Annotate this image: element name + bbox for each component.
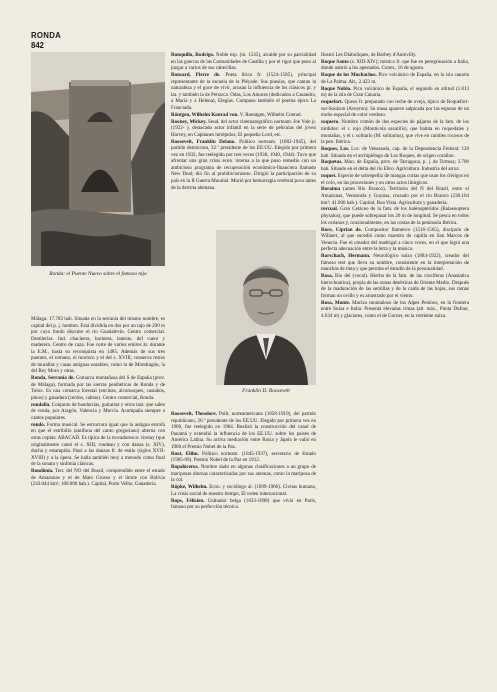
entry-headword: Roques, Los. [321, 146, 350, 152]
dictionary-entry [321, 173, 469, 186]
entry-headword: rondó. [31, 421, 46, 428]
bridge-caption: Ronda: el Puente Nuevo sobre el famoso tajo [49, 271, 147, 277]
dictionary-entry [321, 59, 469, 72]
entry-headword: Roosevelt, Franklin Delano. [171, 138, 236, 145]
entry-headword: Roraima [321, 186, 341, 193]
dictionary-entry [171, 52, 316, 72]
entry-headword: Roosevelt, Theodore. [171, 411, 217, 417]
entry-text: Macizo montañoso de los Alpes Peninos, en la frontera entre Suiza e Italia. Presenta elevadas cimas (alt. máx., Punta Dufour, 4.634 m) y glaciares, como el de Gorner, en la vertiente suiza. [321, 299, 469, 319]
dictionary-entry [321, 72, 469, 85]
entry-text: Loc. de Venezuela, cap. de la Dependencia Federal; 120 hab. Situada en el archipiélago de Los Roques, de origen coralino. [321, 146, 469, 159]
column-left [31, 316, 165, 671]
entry-text: Noble esp. (m. 1545), alcalde por su parcialidad en las guerras de las Comunidades de Castilla y por el rigor que puso al juzgar a varios de sus cabecillas. [171, 52, 316, 72]
dictionary-entry [321, 273, 469, 299]
ronda-bridge-photo [31, 52, 165, 266]
dictionary-entry [321, 227, 469, 253]
dictionary-entry [171, 119, 316, 139]
entry-text: Mun. de España, prov. de Tarragona, p. j. de Tortosa; 3.706 hab. Situado en el delta del río Ebro. Agricultura. Industria del arroz. [321, 159, 469, 173]
entry-headword: Röpke, Wilhelm. [171, 484, 208, 491]
column-middle-top [171, 52, 316, 227]
entry-text: Conjunto de bandurrias, guitarras y otros inst. que salen de ronda, por Aragón, Valencia y Murcia. Acompaña siempre a cantos populares. [31, 401, 165, 421]
entry-text: Econ. y sociólogo al. (1899-1966). Civitas humana, La crisis social de nuestro tiempo, El orden internacional. [171, 484, 316, 497]
entry-text: Político norteam. (1882-1945), del partido demócrata, 32.º presidente de los EE.UU. Elegido por primera vez en 1932, fue reelegido por tres veces (1936, 1940, 1944). Tuvo que afrontar una gran crisis econ. interna a la que puso remedio con un ambicioso programa de recuperación económico-financiera llamado New Deal; dio fin al prohibicionismo. Dirigió la participación de su país en la II Guerra Mundial. Murió por hemorragia cerebral poco antes de la derrota alemana. [171, 138, 316, 191]
entry-text: Especie de sobrepelliz de mangas cortas que usan los clérigos en el coro, en las procesiones y en otros actos litúrgicos. [321, 172, 469, 186]
dictionary-entry [321, 99, 469, 119]
dictionary-entry [321, 146, 469, 159]
dictionary-entry [31, 316, 165, 375]
dictionary-entry [321, 86, 469, 99]
dictionary-entry [321, 300, 469, 320]
entry-headword: roquero. [321, 119, 340, 126]
dictionary-entry [31, 468, 165, 488]
entry-text: Ilustró Les Diaboliques, de Barbey d'Aurevilly. [321, 52, 417, 58]
entry-headword: Rorschach, Hermann. [321, 253, 371, 260]
entry-headword: Ronquillo, Rodrigo. [171, 52, 215, 58]
entry-headword: roquet. [321, 172, 337, 179]
entry-text: Málaga: 17.703 hab. Situada en la serranía del mismo nombre, es capital del p. j. hombm. Está dividida en dos por un tajo de 200 m por cuyo fondo discurre el río Guadalevín. Centro comercial. Destilerías. Ind. chacinera, harinera, laneras, del cuero y maderera. Centro de caza. Fue corte de varios emires ár. durante la E.M., hasta su reconquista en 1485. Además de sus tres puentes, el romano, el morisco y el del s. XVIII, conserva restos de murallas y casas antiguas notables, como la de Mondragón, la del Rey Moro y otras. [31, 316, 165, 375]
dictionary-entry [321, 186, 469, 206]
entry-text: Grabador belga (1833-1898) que vivió en París, famoso por su perfección técnica. [171, 497, 316, 511]
entry-text: Gran Cetáceo de la fam. de los balenoptéridos (Balaenoptera physalus), que puede sobrepasar los 20 m de longitud. Se pesca en todos los océanos y, ocasionalmente, en las costas de la península Ibérica. [321, 206, 469, 226]
entry-headword: Rosa, [321, 273, 333, 280]
dictionary-entry [321, 206, 469, 226]
entry-text: Queso fr. preparado con leche de oveja, típico de Roquefort-sur-Soulzon (Aveyron). Su masa aparece salpicada por las esporas de un moho especial de color verdoso. [321, 99, 469, 119]
entry-headword: Roque Santo [321, 58, 349, 65]
column-middle-bottom [171, 411, 316, 671]
entry-text: Forma musical. Se estructura igual que la antigua estrofa en que el estribillo (antífona del canto gregoriano) alterna con otras coplas: ABACAD. Es típica de la trovadoresca: virelay (que originalmente cantó el s. XIII, rondeau y con danza (s. XIV), ducha y estampida. Pasó a las danzas fr. de estilo (siglos XVII-XVIII) y a la ópera. Se halla también muy a menudo como final de la sonata y sinfonía clásicas. [31, 421, 165, 468]
entry-headword: Roquetas. [321, 159, 343, 166]
dictionary-entry [31, 375, 165, 401]
entry-text: Polít. norteamericano (1858-1919), del partido republicano, 26.º presidente de los EE.UU. Elegido por primera vez en 1900, fue reelegido en 1904. Realizó la construcción del canal de Panamá y extendió la influencia de los EE.UU. sobre los países de América Latina. Su activa mediación entre Rusia y Japón le valió en 1906 el Premio Nobel de la Paz. [171, 411, 316, 450]
dictionary-entry [31, 422, 165, 468]
entry-text: Neurológico suizo (1884-1922), creador del famoso test que lleva su nombre, consistente en la interpretación de manchas de tinta y que permite el estudio de la personalidad. [321, 253, 469, 273]
dictionary-entry [31, 402, 165, 422]
running-head-word: RONDA [31, 31, 62, 40]
entry-headword: Roque de los Muchachos. [321, 72, 377, 79]
entry-headword: Ronda, Serranía de. [31, 375, 75, 382]
entry-text: Compositor flamenco (1516-1565), discípulo de Willaert, al que sucedió como maestro de capilla en San Marcos de Venecia. Fue el creador del madrigal a cinco voces, en el que logró una perfecta adecuación entre la letra y la música. [321, 226, 469, 253]
dictionary-entry [321, 253, 469, 273]
column-right [321, 52, 469, 671]
entry-text: Seud. del actor cinematográfico norteam. Joe Yule jr. (1922- ), destacado actor infantil en la serie de películas del joven Harvey, en Capitanes intrépidos, El pequeño Lord, etc. [171, 118, 316, 138]
dictionary-entry [171, 464, 316, 484]
dictionary-entry [171, 451, 316, 464]
entry-headword: Ronsard, Pierre de. [171, 72, 221, 79]
entry-text: Pico volcánico de España, en la isla canaria de La Palma. Alt., 2.423 m. [321, 72, 469, 85]
entry-headword: Röntgen, Wilhelm Konrad von. [171, 111, 239, 118]
entry-text: Político norteam. (1845-1937), secretario de Estado (1905-09). Premio Nobel de la Paz en 1912. [171, 450, 316, 464]
dictionary-entry [321, 52, 469, 59]
entry-text: V. Roentgen, Wilhelm Conrad. [238, 111, 302, 118]
entry-headword: rondalla. [31, 401, 51, 408]
entry-text: Comarca montañosa del S de España (prov. de Málaga), formada por las sierras penibéticas de Ronda y de Tolox. Es una comarca forestal (encinas, alcornoques, castaños, pinos) y ganadera (cerdos, cabras). Centro comercial, Ronda. [31, 375, 165, 401]
entry-headword: Rooney, Mickey. [171, 118, 207, 125]
entry-headword: Rore, Ciprian de. [321, 226, 362, 233]
dictionary-entry [171, 139, 316, 191]
entry-headword: roquefort. [321, 99, 343, 106]
dictionary-entry [171, 498, 316, 511]
entry-text: Río del (vocal). Hierba de la fam. de las crucíferas (Anastatica hierochuntica), propia de las zonas desérticas de Oriente Medio. Después de la maduración de las semillas y de la caída de las hojas, sus ramas forman un ovillo y es arrastrado por el viento. [321, 273, 469, 299]
entry-headword: Rops, Félicien. [171, 497, 205, 504]
entry-headword: Rosa, Monte. [321, 299, 351, 306]
entry-headword: Ropalóceros. [171, 464, 199, 471]
entry-text: Nombre común de dos especies de pájaros de la fam. de los túrdidos: el r. rojo (Monticola saxatilis), que habita en roquedales y montañas, y el r. solitario (M. solitarius), que vive en cantiles rocosos de la pen. Ibérica. [321, 119, 469, 146]
entry-text: Pico volcánico de España, el segundo en altitud (1.813 m) de la isla de Gran Canaria. [321, 85, 469, 99]
dictionary-entry [321, 159, 469, 172]
entry-headword: Rondônia. [31, 468, 54, 475]
entry-text: Nombre dado en algunas clasificaciones a un grupo de mariposas diurnas caracterizadas por sus antenas, como la mariposa de la col. [171, 464, 316, 484]
portrait-caption: Franklin D. Roosevelt [242, 388, 290, 394]
page-number: 842 [31, 41, 45, 50]
entry-headword: Roque Nublo. [321, 85, 352, 92]
dictionary-entry [171, 484, 316, 497]
entry-text: Terr. del NO del Brasil, comprendido entre el estado de Amazonas y el de Mato Grosso y el límite con Bolivia (243.044 km²; 100.000 hab.). Capital, Porto Velho. Ganadería. [31, 468, 165, 488]
dictionary-entry [171, 112, 316, 119]
dictionary-entry [321, 119, 469, 145]
dictionary-entry [171, 411, 316, 450]
dictionary-entry [171, 72, 316, 111]
entry-text: Poeta lírico fr. (1524-1585), principal representante de la escuela de la Pléyade. Sus poesías, que cantan la naturaleza y el goce de vivir, acusan la influencia de los clásicos gr. y lat. y también la de Petrarca. Odas, Los Amores (dedicados a Casandra, a María y a Helena), Elegías. Compuso también el poema épico La Franciada. [171, 72, 316, 111]
entry-headword: Root, Elihu. [171, 450, 199, 457]
entry-text: (antes Río Branco). Territorio del N del Brasil, entre el Amazonas, Venezuela y Guyana, cruzado por el río Branco (230.104 km²; 41.000 hab.). Capital, Boa Vista. Agricultura y ganadería. [321, 186, 469, 206]
roosevelt-portrait [216, 230, 316, 385]
entry-headword: rorcual. [321, 206, 339, 213]
entry-text: (s. XIII-XIV); místico fr. que fue en peregrinación a Italia, donde asistió a los apestados. Conm., 16 de agosto. [321, 58, 469, 72]
